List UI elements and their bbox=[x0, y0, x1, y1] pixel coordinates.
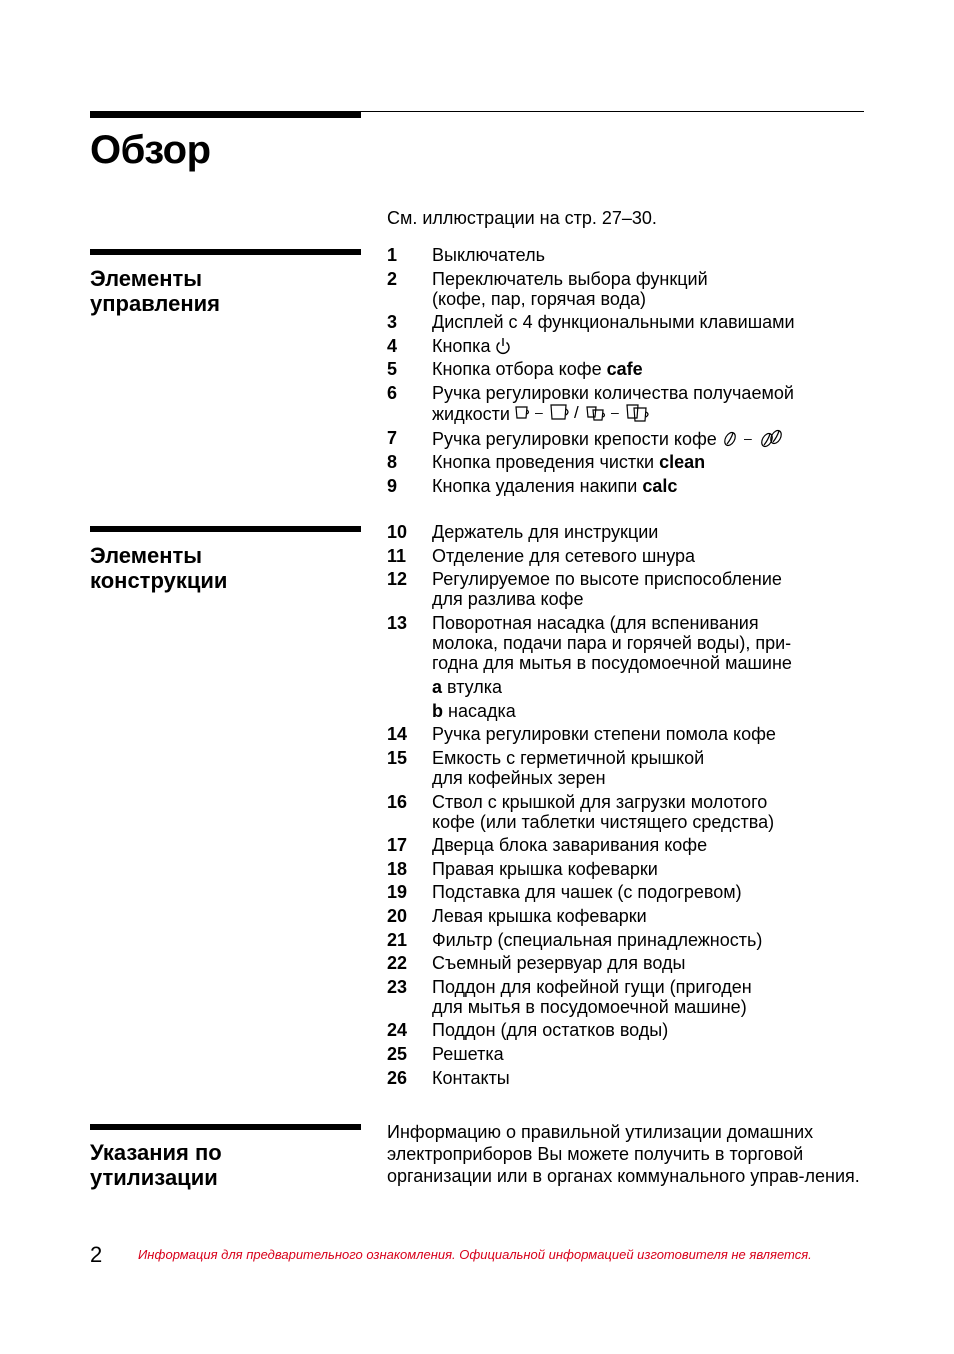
item-text-part: Ручка регулировки крепости кофе bbox=[432, 428, 717, 449]
item-text-part: Кнопка отбора кофе bbox=[432, 359, 602, 380]
item-number: 11 bbox=[387, 545, 407, 566]
controls-list bbox=[387, 245, 795, 499]
item-text-part: Кнопка удаления накипи bbox=[432, 475, 638, 496]
sub-text: насадка bbox=[448, 700, 516, 721]
list-item bbox=[387, 245, 795, 265]
item-text-part: жидкости bbox=[432, 403, 510, 424]
item-number: 16 bbox=[387, 791, 408, 812]
item-number: 15 bbox=[387, 747, 408, 768]
item-text: Дисплей с 4 функциональными клавишами bbox=[432, 312, 795, 333]
item-text-part: Кнопка bbox=[432, 335, 491, 356]
page-title: Обзор bbox=[90, 128, 211, 172]
list-item bbox=[387, 569, 792, 609]
item-number: 23 bbox=[387, 976, 408, 997]
disposal-rule bbox=[90, 1124, 361, 1130]
list-item bbox=[387, 312, 795, 332]
item-text-part: Поворотная насадка (для вспенивания молока, подачи пара и горячей воды), при- годна для мытья в посудомоечной машине bbox=[432, 612, 792, 673]
item-text-part: Кнопка проведения чистки bbox=[432, 452, 655, 473]
list-item bbox=[387, 613, 792, 721]
svg-text:–: – bbox=[611, 403, 619, 420]
item-text-part: Ручка регулировки количества получаемой bbox=[432, 382, 794, 403]
list-item bbox=[387, 452, 795, 472]
item-text: Переключатель выбора функций (кофе, пар, горячая вода) bbox=[432, 268, 708, 309]
button-label-bold: calc bbox=[642, 475, 678, 496]
item-text: Отделение для сетевого шнура bbox=[432, 545, 696, 566]
sub-letter: a bbox=[432, 676, 443, 697]
item-number: 8 bbox=[387, 452, 398, 473]
list-item bbox=[387, 977, 792, 1017]
construction-list bbox=[387, 522, 792, 1091]
item-text: Левая крышка кофеварки bbox=[432, 905, 647, 926]
list-item bbox=[387, 336, 795, 356]
svg-text:–: – bbox=[535, 403, 543, 420]
item-text: Поддон для кофейной гущи (пригоден для мытья в посудомоечной машине) bbox=[432, 976, 752, 1017]
item-number: 12 bbox=[387, 569, 408, 590]
item-number: 26 bbox=[387, 1067, 408, 1088]
title-rule-thick bbox=[90, 111, 361, 118]
item-text: Регулируемое по высоте приспособление для разлива кофе bbox=[432, 569, 782, 610]
item-text: Поддон (для остатков воды) bbox=[432, 1020, 669, 1041]
title-rule-thin bbox=[361, 111, 864, 112]
list-item bbox=[387, 859, 792, 879]
item-number: 18 bbox=[387, 858, 408, 879]
list-item bbox=[387, 835, 792, 855]
item-number: 13 bbox=[387, 612, 408, 633]
sub-text: втулка bbox=[447, 676, 503, 697]
controls-section-title bbox=[90, 266, 220, 316]
item-number: 14 bbox=[387, 724, 408, 745]
disposal-title-line2: утилизации bbox=[90, 1165, 218, 1190]
item-text bbox=[432, 452, 795, 472]
item-text: Контакты bbox=[432, 1067, 510, 1088]
item-text bbox=[432, 613, 792, 721]
list-item bbox=[387, 428, 795, 449]
list-item bbox=[387, 906, 792, 926]
list-item bbox=[387, 383, 795, 424]
list-item bbox=[387, 882, 792, 902]
page-number: 2 bbox=[90, 1242, 103, 1267]
svg-text:/: / bbox=[574, 402, 579, 422]
controls-title-line2: управления bbox=[90, 291, 221, 316]
item-text: Выключатель bbox=[432, 245, 545, 265]
item-text bbox=[432, 428, 795, 449]
item-text: Решетка bbox=[432, 1043, 504, 1064]
item-number: 22 bbox=[387, 953, 408, 974]
item-text: Ручка регулировки степени помола кофе bbox=[432, 724, 776, 745]
item-text bbox=[432, 336, 795, 356]
item-number: 17 bbox=[387, 835, 408, 856]
item-number: 9 bbox=[387, 475, 398, 496]
item-text: Держатель для инструкции bbox=[432, 522, 659, 542]
item-number: 24 bbox=[387, 1020, 408, 1041]
list-item bbox=[387, 1020, 792, 1040]
construction-title-line1: Элементы bbox=[90, 543, 203, 568]
item-number: 6 bbox=[387, 382, 398, 403]
list-item bbox=[387, 546, 792, 566]
item-text bbox=[432, 359, 795, 379]
item-text bbox=[432, 476, 795, 496]
power-icon bbox=[495, 337, 511, 355]
item-text: Емкость с герметичной крышкой для кофейных зерен bbox=[432, 747, 705, 788]
construction-title-line2: конструкции bbox=[90, 568, 228, 593]
sub-letter: b bbox=[432, 700, 443, 721]
item-number: 3 bbox=[387, 312, 398, 333]
list-item bbox=[387, 269, 795, 309]
controls-rule bbox=[90, 249, 361, 255]
list-item bbox=[387, 953, 792, 973]
item-number: 5 bbox=[387, 359, 398, 380]
list-item bbox=[387, 359, 795, 379]
intro-text: См. иллюстрации на стр. 27–30. bbox=[387, 208, 657, 228]
disposal-section-title bbox=[90, 1140, 222, 1190]
list-item bbox=[387, 930, 792, 950]
item-text: Съемный резервуар для воды bbox=[432, 953, 686, 974]
controls-title-line1: Элементы bbox=[90, 266, 203, 291]
list-item bbox=[387, 522, 792, 542]
disposal-title-line1: Указания по bbox=[90, 1140, 222, 1165]
item-number: 19 bbox=[387, 882, 408, 903]
cup-size-icons bbox=[515, 403, 675, 423]
item-text bbox=[432, 383, 795, 424]
button-label-bold: clean bbox=[659, 452, 706, 473]
list-item bbox=[387, 1044, 792, 1064]
coffee-bean-strength-icons bbox=[722, 428, 792, 448]
item-number: 4 bbox=[387, 335, 398, 356]
item-number: 20 bbox=[387, 905, 408, 926]
item-text: Фильтр (специальная принадлежность) bbox=[432, 929, 763, 950]
list-item bbox=[387, 476, 795, 496]
sub-item-b bbox=[432, 701, 792, 721]
item-text: Дверца блока заваривания кофе bbox=[432, 835, 708, 856]
item-text: Подставка для чашек (с подогревом) bbox=[432, 882, 742, 903]
sub-item-a bbox=[432, 677, 792, 697]
item-text: Правая крышка кофеварки bbox=[432, 858, 658, 879]
item-number: 1 bbox=[387, 245, 398, 265]
list-item bbox=[387, 792, 792, 832]
list-item bbox=[387, 748, 792, 788]
item-number: 21 bbox=[387, 929, 408, 950]
item-number: 2 bbox=[387, 268, 398, 289]
construction-rule bbox=[90, 526, 361, 532]
button-label-bold: cafe bbox=[606, 359, 643, 380]
item-text: Ствол с крышкой для загрузки молотого кофе (или таблетки чистящего средства) bbox=[432, 791, 775, 832]
construction-section-title bbox=[90, 543, 227, 593]
list-item bbox=[387, 1068, 792, 1088]
list-item bbox=[387, 724, 792, 744]
footer-disclaimer: Информация для предварительного ознакомления. Официальной информацией изготовителя не является. bbox=[138, 1247, 812, 1262]
svg-text:–: – bbox=[743, 429, 752, 446]
item-number: 25 bbox=[387, 1043, 408, 1064]
item-number: 10 bbox=[387, 522, 408, 542]
disposal-text: Информацию о правильной утилизации домашних электроприборов Вы можете получить в торговой организации или в органах коммунального управ-ления. bbox=[387, 1122, 860, 1186]
item-number: 7 bbox=[387, 427, 398, 448]
